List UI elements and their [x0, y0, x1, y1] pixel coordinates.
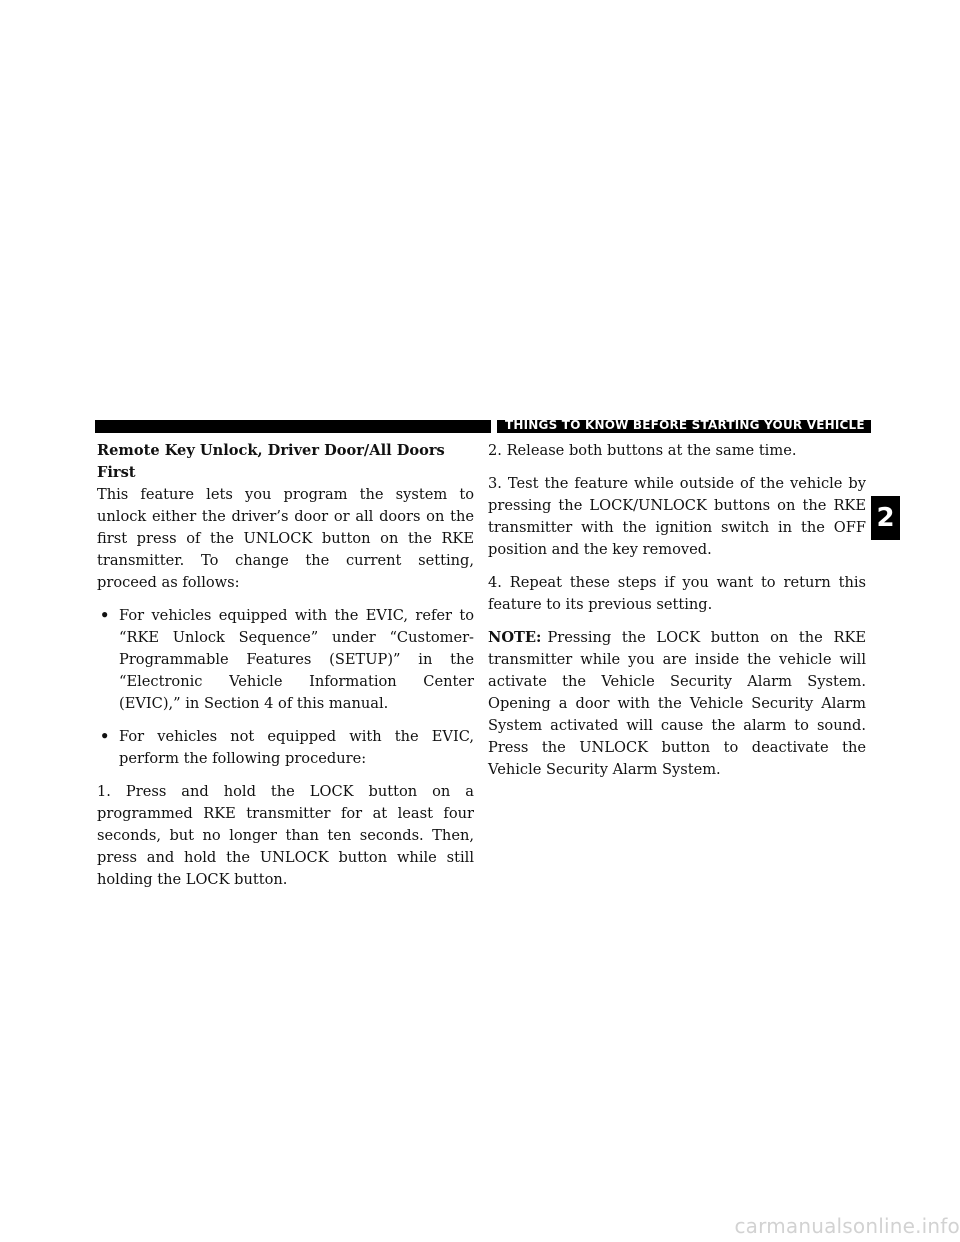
bullet-item: [97, 726, 474, 770]
running-header: [497, 415, 897, 437]
section-title: THINGS TO KNOW BEFORE STARTING YOUR VEHICLE: [505, 418, 865, 432]
step-3: 3. Test the feature while outside of the vehicle by pressing the LOCK/UNLOCK buttons on the RKE transmitter with the ignition switch in the OFF position and the key removed.: [488, 475, 866, 558]
page-number: 21: [879, 418, 897, 432]
left-column: [97, 440, 474, 902]
section-heading: Remote Key Unlock, Driver Door/All Doors First: [97, 442, 445, 481]
header-rule-left: [95, 420, 491, 433]
bullet-icon: •: [100, 607, 110, 624]
bullet-icon: •: [100, 728, 110, 745]
step-1: 1. Press and hold the LOCK button on a programmed RKE transmitter for at least four seconds, but no longer than ten seconds. Then, press and hold the UNLOCK button while still holding the LOCK button.: [97, 783, 474, 888]
step-4: 4. Repeat these steps if you want to return this feature to its previous setting.: [488, 574, 866, 613]
intro-paragraph: This feature lets you program the system to unlock either the driver’s door or all doors on the first press of the UNLOCK button on the RKE transmitter. To change the current setting, proceed as follows:: [97, 486, 474, 591]
step-2: 2. Release both buttons at the same time.: [488, 442, 797, 459]
bullet-item: [97, 605, 474, 715]
chapter-tab: 2: [871, 496, 900, 540]
bullet-text: For vehicles not equipped with the EVIC, perform the following procedure:: [119, 728, 474, 767]
right-column: [488, 440, 866, 792]
note-paragraph: [488, 627, 866, 781]
bullet-text: For vehicles equipped with the EVIC, refer to “RKE Unlock Sequence” under “Customer-Programmable Features (SETUP)” in the “Electronic Vehicle Information Center (EVIC),” in Section 4 of this manual.: [119, 607, 474, 712]
note-label: NOTE:: [488, 629, 542, 646]
note-text: Pressing the LOCK button on the RKE transmitter while you are inside the vehicle will activate the Vehicle Security Alarm System. Opening a door with the Vehicle Security Alarm System activated will cause the alarm to sound. Press the UNLOCK button to deactivate the Vehicle Security Alarm System.: [488, 629, 866, 778]
watermark: carmanualsonline.info: [734, 1214, 960, 1238]
